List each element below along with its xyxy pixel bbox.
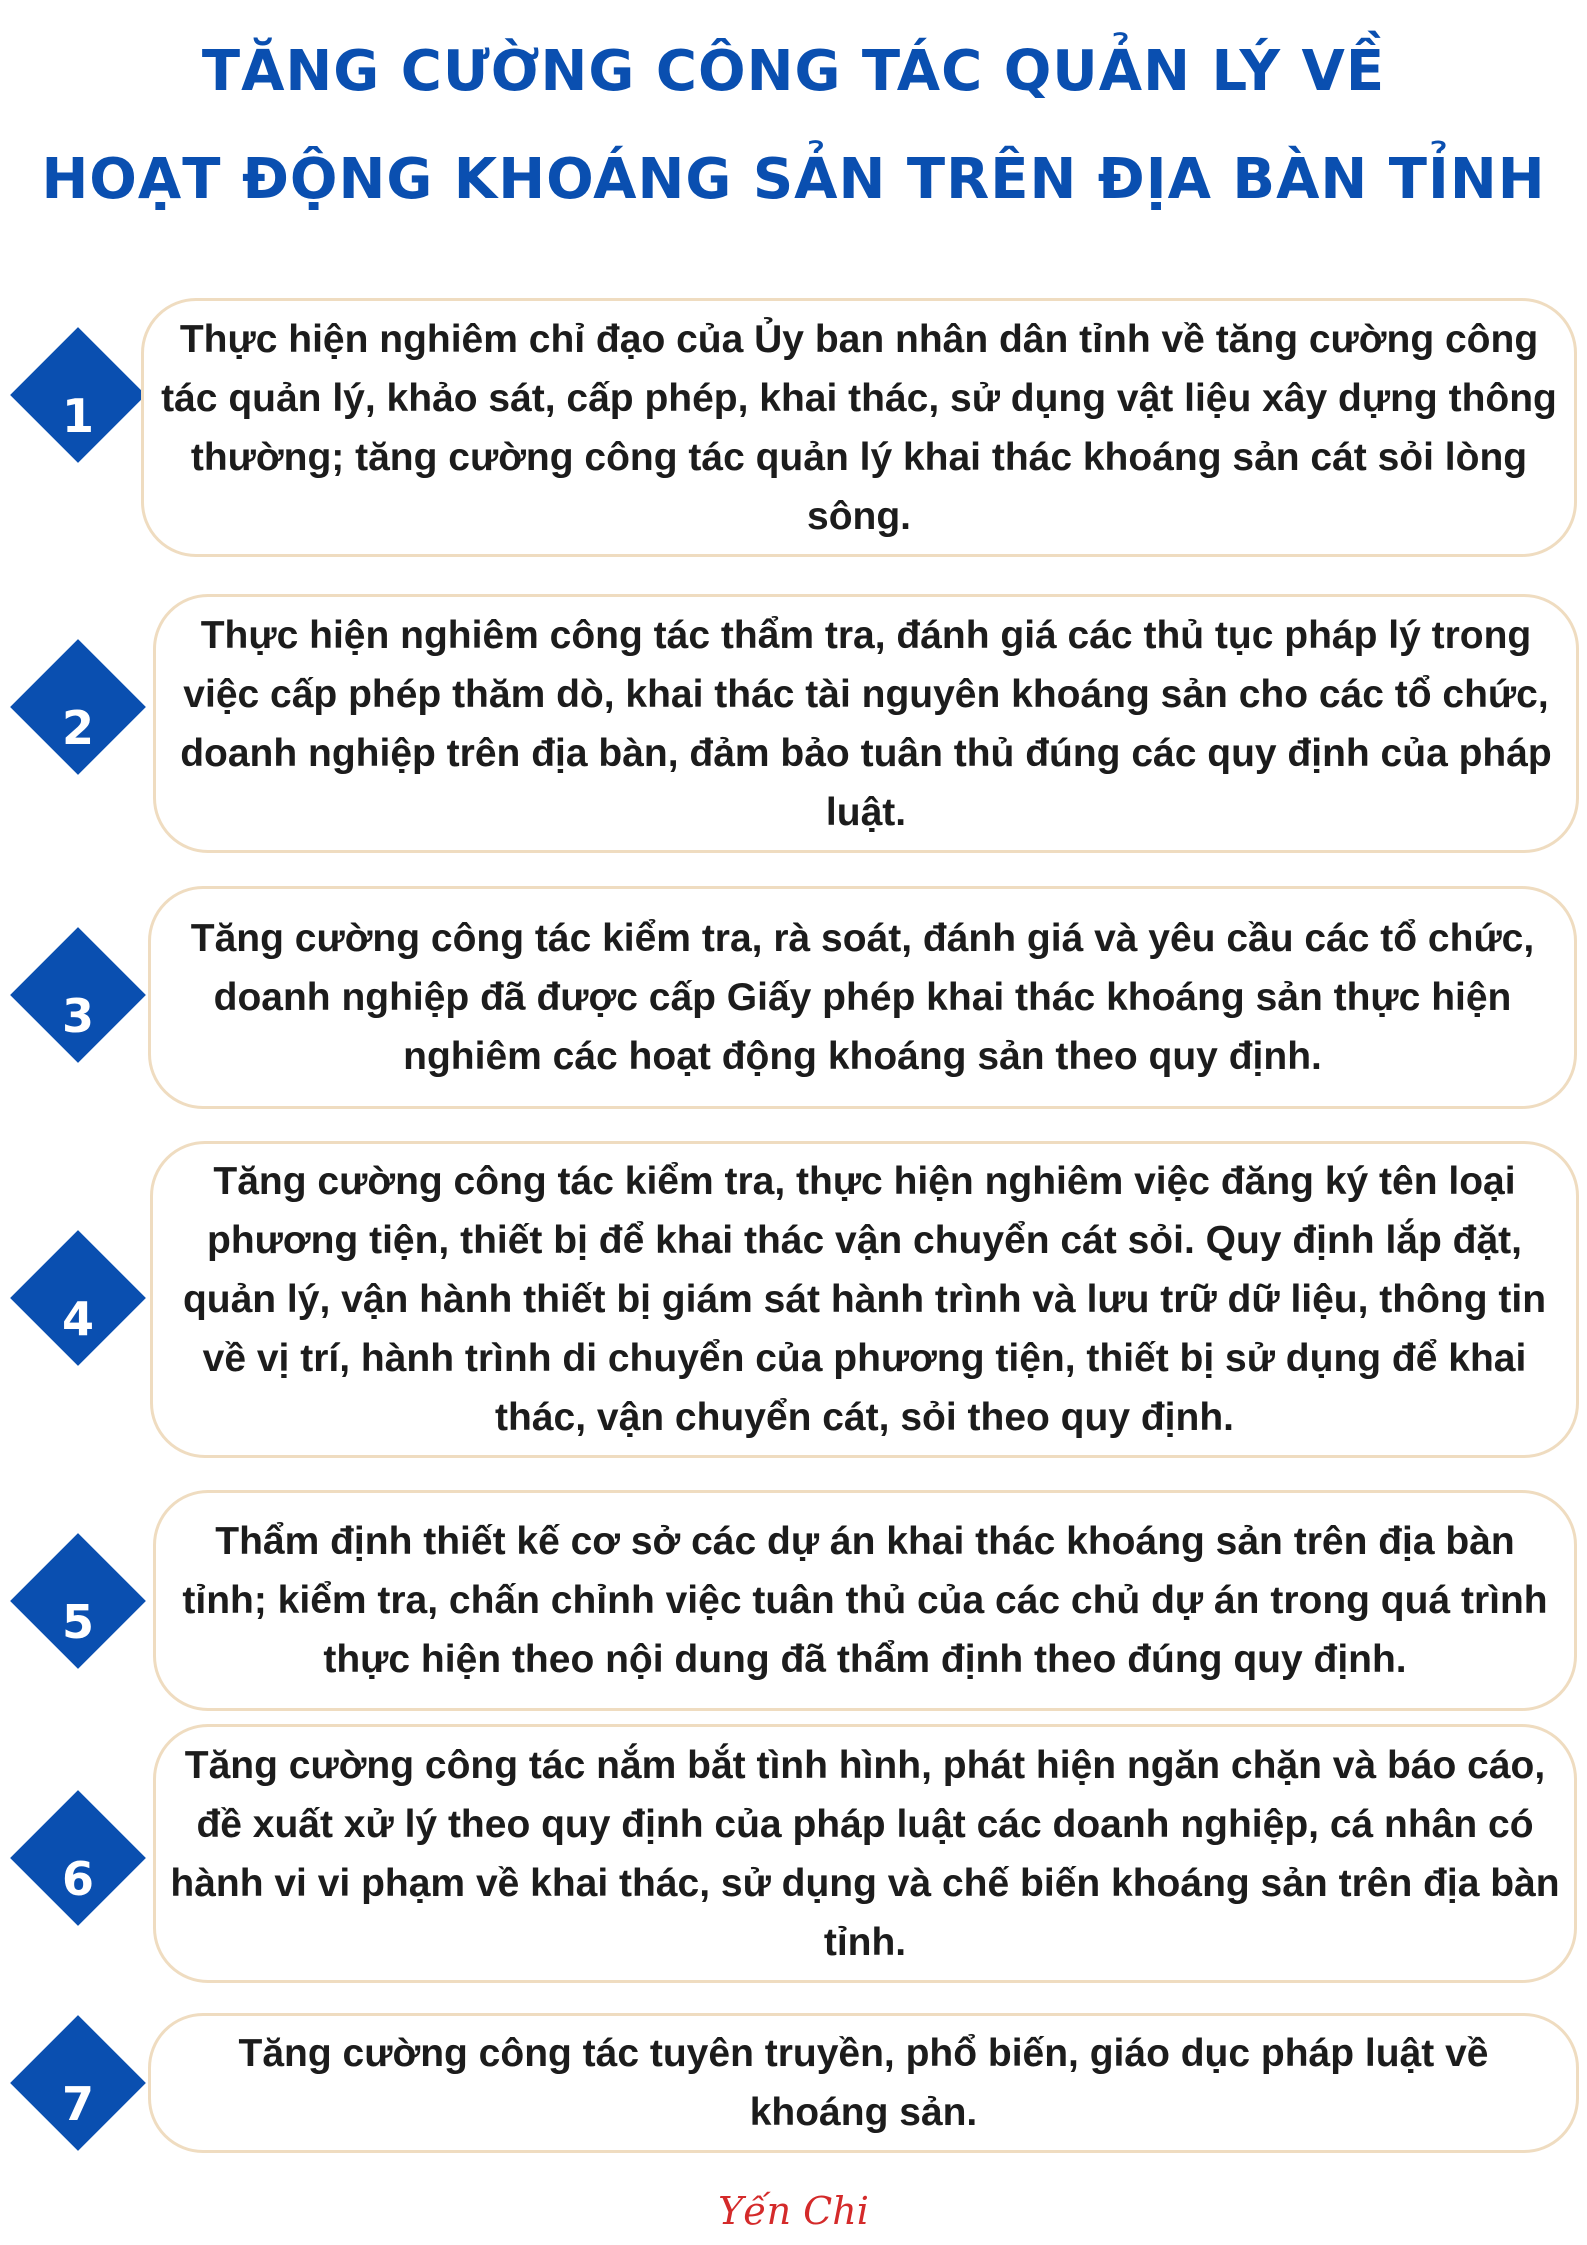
title-line-2: HOẠT ĐỘNG KHOÁNG SẢN TRÊN ĐỊA BÀN TỈNH bbox=[41, 147, 1546, 212]
item-number-2: 2 bbox=[61, 701, 94, 755]
item-number-1: 1 bbox=[61, 389, 94, 443]
item-box-1 bbox=[141, 298, 1577, 557]
item-box-2 bbox=[153, 594, 1579, 853]
title-line-1: TĂNG CƯỜNG CÔNG TÁC QUẢN LÝ VỀ bbox=[201, 39, 1386, 104]
author-signature: Yến Chi bbox=[718, 2189, 869, 2233]
item-text-5: Thẩm định thiết kế cơ sở các dự án khai thác khoáng sản trên địa bàn tỉnh; kiểm tra, chấn chỉnh việc tuân thủ của các chủ dự án trong quá trình thực hiện theo nội dung đã thẩm định theo đúng quy định. bbox=[182, 1520, 1548, 1681]
item-box-6 bbox=[153, 1724, 1577, 1983]
item-number-7: 7 bbox=[61, 2077, 94, 2131]
item-box-7 bbox=[148, 2013, 1579, 2153]
item-number-5: 5 bbox=[61, 1595, 94, 1649]
item-text-6: Tăng cường công tác nắm bắt tình hình, phát hiện ngăn chặn và báo cáo, đề xuất xử lý theo quy định của pháp luật các doanh nghiệp, cá nhân có hành vi vi phạm về khai thác, sử dụng và chế biến khoáng sản trên địa bàn tỉnh. bbox=[170, 1743, 1560, 1964]
item-text-4: Tăng cường công tác kiểm tra, thực hiện nghiêm việc đăng ký tên loại phương tiện, thiết bị để khai thác vận chuyển cát sỏi. Quy định lắp đặt, quản lý, vận hành thiết bị giám sát hành trình và lưu trữ dữ liệu, thông tin về vị trí, hành trình di chuyển của phương tiện, thiết bị sử dụng để khai thác, vận chuyển cát, sỏi theo quy định. bbox=[182, 1160, 1547, 1439]
item-number-3: 3 bbox=[61, 989, 94, 1043]
item-number-6: 6 bbox=[61, 1852, 94, 1906]
item-box-5 bbox=[153, 1490, 1577, 1711]
item-box-4 bbox=[150, 1141, 1579, 1458]
item-number-4: 4 bbox=[61, 1292, 94, 1346]
item-text-2: Thực hiện nghiêm công tác thẩm tra, đánh giá các thủ tục pháp lý trong việc cấp phép thăm dò, khai thác tài nguyên khoáng sản cho các tổ chức, doanh nghiệp trên địa bàn, đảm bảo tuân thủ đúng các quy định của pháp luật. bbox=[180, 613, 1552, 834]
item-text-7: Tăng cường công tác tuyên truyền, phổ biến, giáo dục pháp luật về khoáng sản. bbox=[238, 2032, 1489, 2134]
item-text-3: Tăng cường công tác kiểm tra, rà soát, đánh giá và yêu cầu các tổ chức, doanh nghiệp đã được cấp Giấy phép khai thác khoáng sản thực hiện nghiêm các hoạt động khoáng sản theo quy định. bbox=[190, 917, 1535, 1078]
item-text-1: Thực hiện nghiêm chỉ đạo của Ủy ban nhân dân tỉnh về tăng cường công tác quản lý, khảo sát, cấp phép, khai thác, sử dụng vật liệu xây dựng thông thường; tăng cường công tác quản lý khai thác khoáng sản cát sỏi lòng sông. bbox=[161, 317, 1557, 538]
item-box-3 bbox=[148, 886, 1577, 1109]
